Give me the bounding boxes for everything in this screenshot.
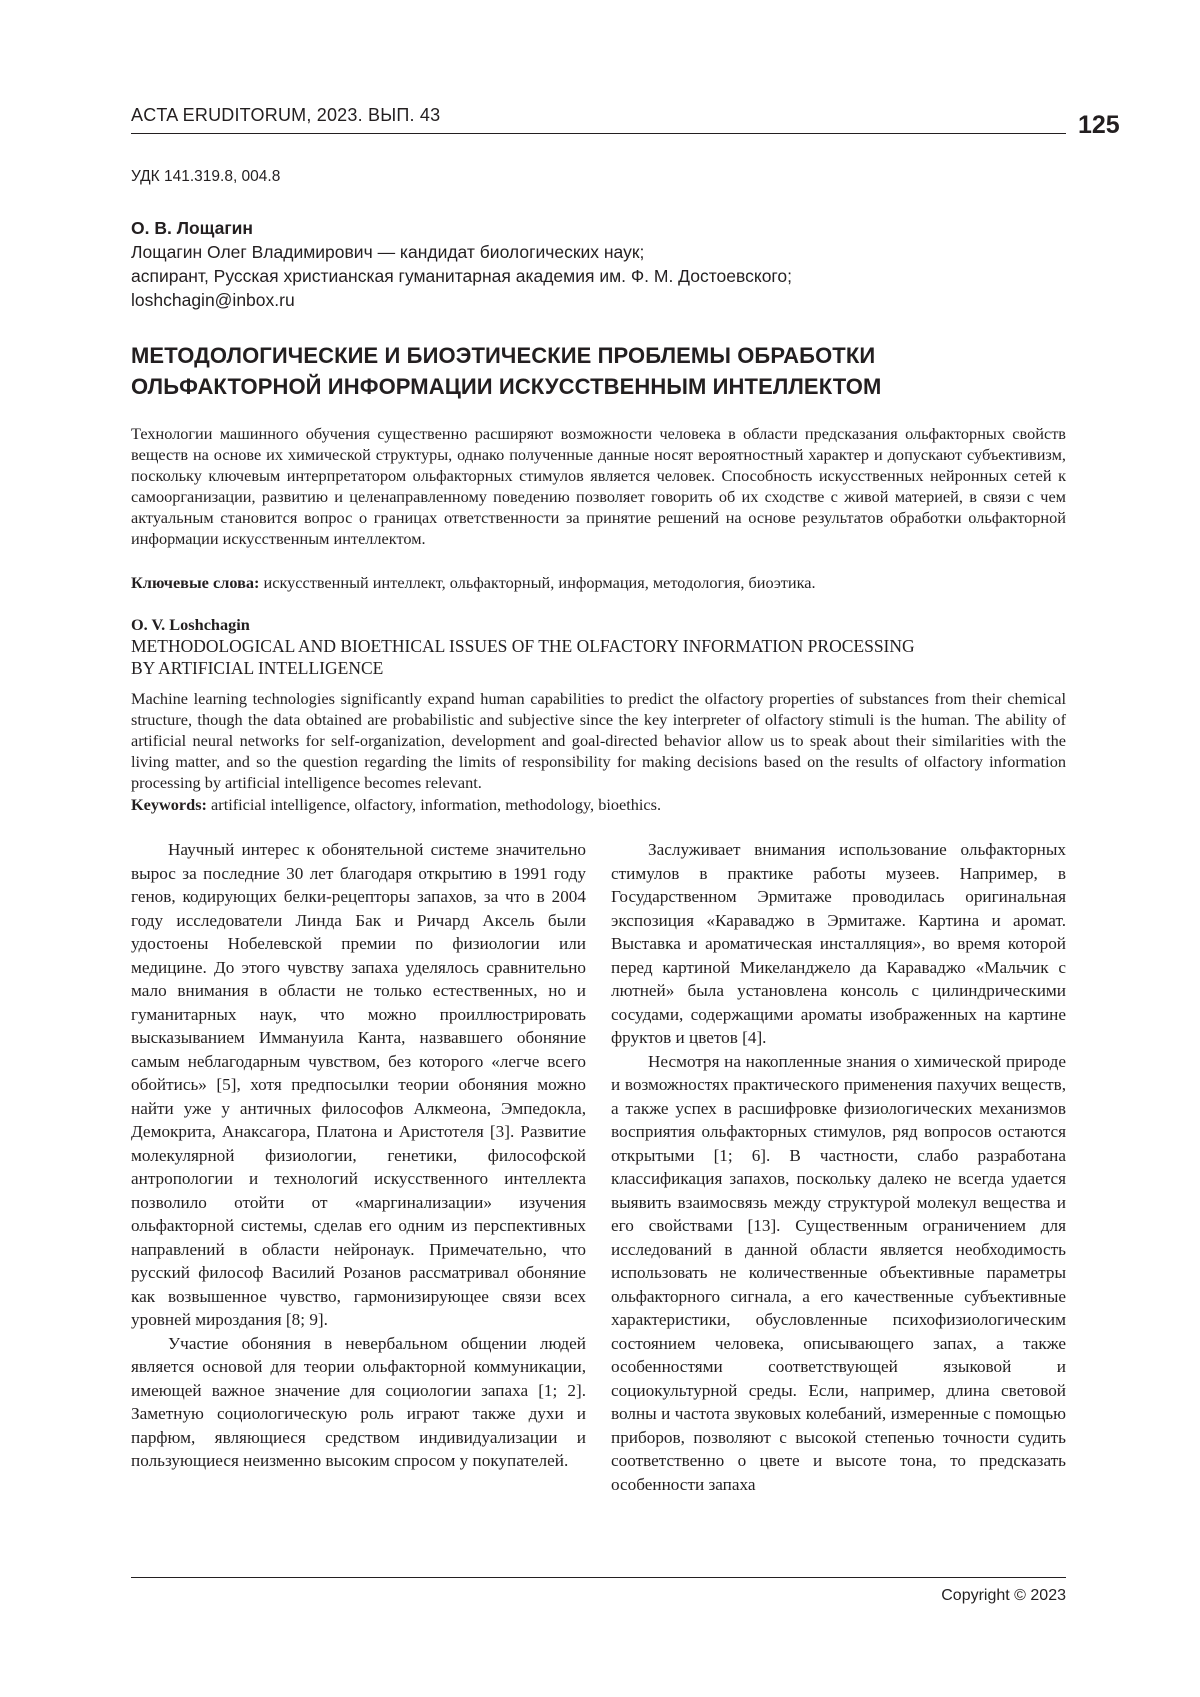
author-affiliation: аспирант, Русская христианская гуманитарная академия им. Ф. М. Достоевского; [131,264,1066,288]
abstract-ru [131,423,1066,549]
body-paragraph: Несмотря на накопленные знания о химической природе и возможностях практического применения пахучих веществ, а также успех в расшифровке физиологических механизмов восприятия ольфакторных стимулов, ряд вопросов остаются открытыми [1; 6]. В частности, слабо разработана классификация запахов, поскольку далеко не всегда удается выявить взаимосвязь между структурой молекул вещества и его свойствами [13]. Существенным ограничением для исследований в данной области является необходимость использовать не количественные объективные параметры ольфакторного сигнала, а его качественные субъективные характеристики, обусловленные психофизиологическим состоянием человека, описывающего запах, а также особенностями соответствующей языковой и социокультурной среды. Если, например, длина световой волны и частота звуковых колебаний, измеренные с помощью приборов, позволяют с высокой степенью точности судить соответственно о цвете и высоте тона, то предсказать особенности запаха [611,1050,1066,1497]
udk-code: УДК 141.319.8, 004.8 [131,167,280,187]
author-degree: Лощагин Олег Владимирович — кандидат биологических наук; [131,240,1066,264]
author-block [131,216,1066,312]
english-title-line: METHODOLOGICAL AND BIOETHICAL ISSUES OF THE OLFACTORY INFORMATION PROCESSING [131,635,1066,657]
english-title [131,635,1066,679]
keywords-ru-label: Ключевые слова: [131,573,259,592]
english-title-line: BY ARTIFICIAL INTELLIGENCE [131,657,1066,679]
body-column-left [131,838,586,1473]
journal-page [0,0,1200,1697]
keywords-ru-text: искусственный интеллект, ольфакторный, информация, методология, биоэтика. [264,573,816,592]
english-author: O. V. Loshchagin [131,614,250,635]
article-title [131,340,1066,402]
abstract-en [131,688,1066,793]
copyright-notice: Copyright © 2023 [941,1586,1066,1606]
abstract-ru-text: Технологии машинного обучения существенно расширяют возможности человека в области предсказания ольфакторных свойств веществ на основе их химической структуры, однако полученные данные носят вероятностный характер и допускают субъективизм, поскольку ключевым интерпретатором ольфакторных стимулов является человек. Способность искусственных нейронных сетей к самоорганизации, развитию и целенаправленному поведению позволяет говорить об их сходстве с живой материей, в связи с чем актуальным становится вопрос о границах ответственности за принятие решений на основе результатов обработки ольфакторной информации искусственным интеллектом. [131,423,1066,549]
body-paragraph: Участие обоняния в невербальном общении людей является основой для теории ольфакторной коммуникации, имеющей важное значение для социологии запаха [1; 2]. Заметную социологическую роль играют также духи и парфюм, являющиеся средством индивидуализации и пользующиеся неизменно высоким спросом у покупателей. [131,1332,586,1473]
keywords-en-text: artificial intelligence, olfactory, information, methodology, bioethics. [211,795,661,814]
body-paragraph: Заслуживает внимания использование ольфакторных стимулов в практике работы музеев. Например, в Государственном Эрмитаже проводилась оригинальная экспозиция «Караваджо в Эрмитаже. Картина и аромат. Выставка и ароматическая инсталляция», во время которой перед картиной Микеланджело да Караваджо «Мальчик с лютней» была установлена консоль с цилиндрическими сосудами, содержащими ароматы изображенных на картине фруктов и цветов [4]. [611,838,1066,1050]
footer-divider [131,1577,1066,1578]
journal-title: ACTA ERUDITORUM, 2023. ВЫП. 43 [131,104,440,126]
running-header [131,103,1066,134]
author-name: О. В. Лощагин [131,216,1066,240]
page-number: 125 [1078,111,1120,139]
article-title-line: ОЛЬФАКТОРНОЙ ИНФОРМАЦИИ ИСКУССТВЕННЫМ ИНТЕЛЛЕКТОМ [131,371,1066,402]
author-email: loshchagin@inbox.ru [131,288,1066,312]
keywords-ru [131,572,1066,593]
keywords-en-label: Keywords: [131,795,207,814]
article-title-line: МЕТОДОЛОГИЧЕСКИЕ И БИОЭТИЧЕСКИЕ ПРОБЛЕМЫ ОБРАБОТКИ [131,340,1066,371]
abstract-en-text: Machine learning technologies significantly expand human capabilities to predict the olfactory properties of substances from their chemical structure, though the data obtained are probabilistic and subjective since the key interpreter of olfactory stimuli is the human. The ability of artificial neural networks for self-organization, development and goal-directed behavior allow us to speak about their similarities with the living matter, and so the question regarding the limits of responsibility for making decisions based on the results of olfactory information processing by artificial intelligence becomes relevant. [131,688,1066,793]
body-column-right [611,838,1066,1496]
body-paragraph: Научный интерес к обонятельной системе значительно вырос за последние 30 лет благодаря открытию в 1991 году генов, кодирующих белки-рецепторы запахов, за что в 2004 году исследователи Линда Бак и Ричард Аксель были удостоены Нобелевской премии по физиологии или медицине. До этого чувству запаха уделялось сравнительно мало внимания в области не только естественных, но и гуманитарных наук, что можно проиллюстрировать высказыванием Иммануила Канта, назвавшего обоняние самым неблагодарным чувством, без которого «легче всего обойтись» [5], хотя предпосылки теории обоняния можно найти уже у античных философов Алкмеона, Эмпедокла, Демокрита, Анаксагора, Платона и Аристотеля [3]. Развитие молекулярной физиологии, генетики, философской антропологии и технологий искусственного интеллекта позволило отойти от «маргинализации» изучения ольфакторной системы, сделав его одним из перспективных направлений в области нейронаук. Примечательно, что русский философ Василий Розанов рассматривал обоняние как возвышенное чувство, гармонизирующее связи всех уровней мироздания [8; 9]. [131,838,586,1332]
keywords-en [131,794,1066,815]
